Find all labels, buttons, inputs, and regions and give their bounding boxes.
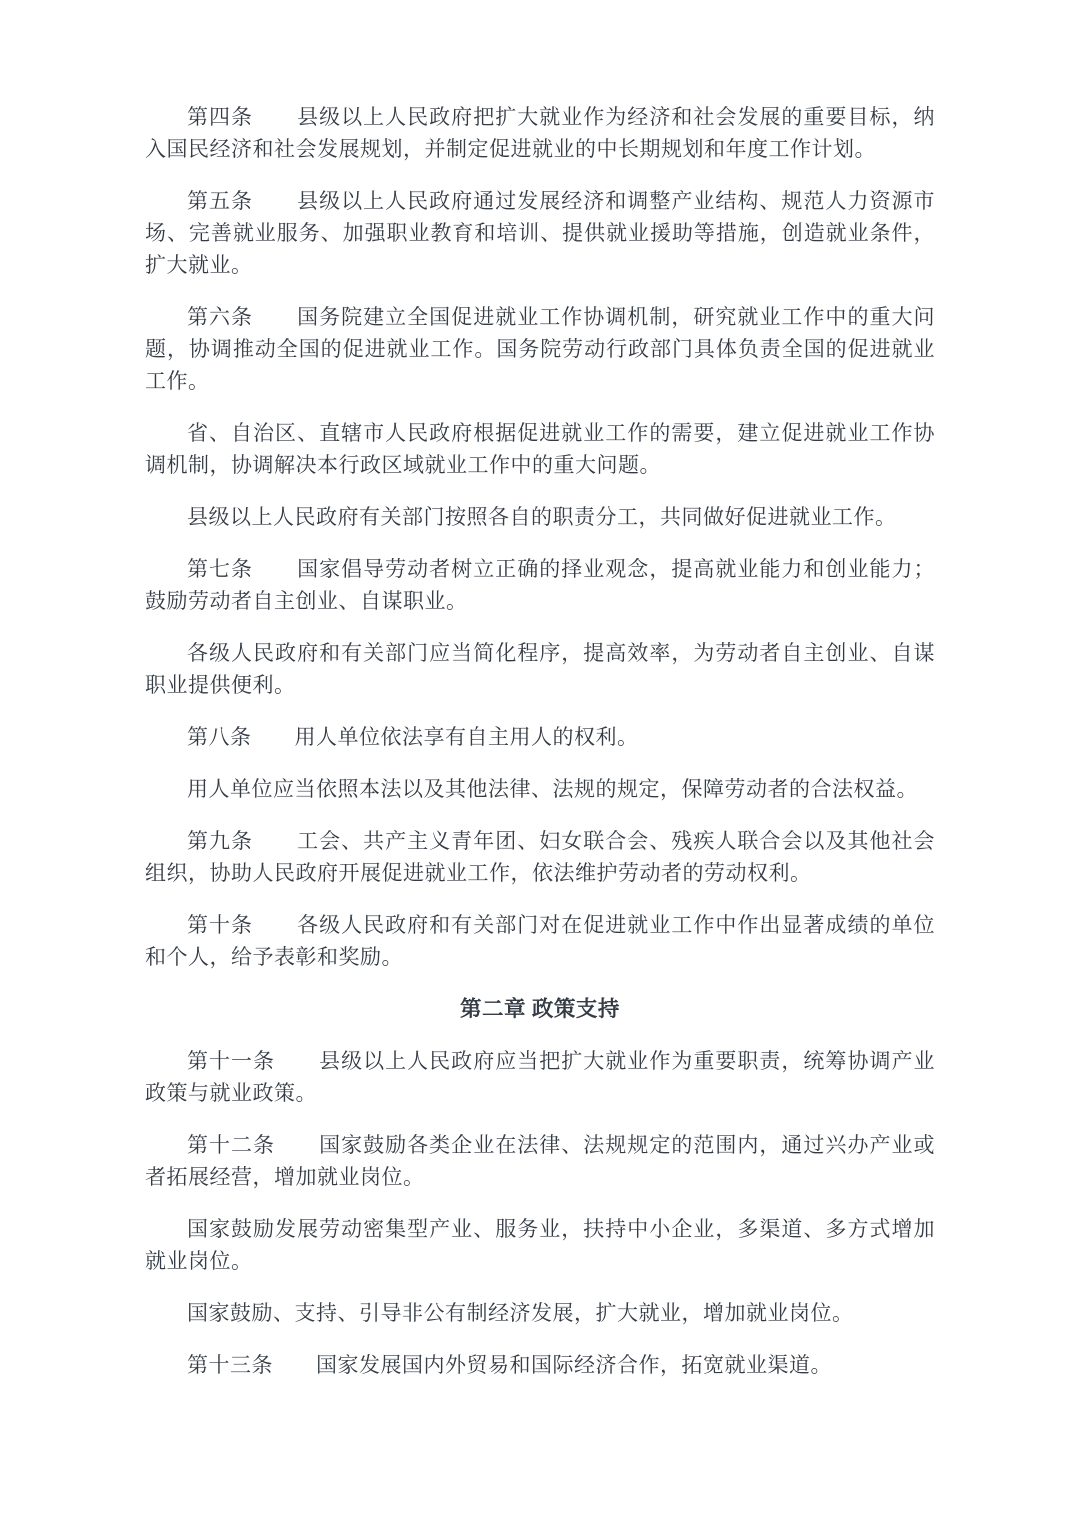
paragraph-article-12-clause-2: 国家鼓励发展劳动密集型产业、服务业，扶持中小企业，多渠道、多方式增加就业岗位。 bbox=[145, 1217, 935, 1273]
paragraph-article-11: 第十一条 县级以上人民政府应当把扩大就业作为重要职责，统筹协调产业政策与就业政策。 bbox=[145, 1049, 935, 1105]
paragraph-article-5: 第五条 县级以上人民政府通过发展经济和调整产业结构、规范人力资源市场、完善就业服务、加强职业教育和培训、提供就业援助等措施，创造就业条件，扩大就业。 bbox=[145, 189, 935, 277]
paragraph-article-12-clause-3: 国家鼓励、支持、引导非公有制经济发展，扩大就业，增加就业岗位。 bbox=[187, 1301, 854, 1325]
paragraph-article-6-clause-3: 县级以上人民政府有关部门按照各自的职责分工，共同做好促进就业工作。 bbox=[187, 505, 897, 529]
paragraph-article-8: 第八条 用人单位依法享有自主用人的权利。 bbox=[187, 725, 639, 749]
paragraph-article-7-clause-2: 各级人民政府和有关部门应当简化程序，提高效率，为劳动者自主创业、自谋职业提供便利。 bbox=[145, 641, 935, 697]
paragraph-article-13: 第十三条 国家发展国内外贸易和国际经济合作，拓宽就业渠道。 bbox=[187, 1353, 832, 1377]
paragraph-article-7: 第七条 国家倡导劳动者树立正确的择业观念，提高就业能力和创业能力；鼓励劳动者自主创业、自谋职业。 bbox=[145, 557, 935, 613]
chapter-heading: 第二章 政策支持 bbox=[460, 997, 620, 1021]
paragraph-article-12: 第十二条 国家鼓励各类企业在法律、法规规定的范围内，通过兴办产业或者拓展经营，增加就业岗位。 bbox=[145, 1133, 935, 1189]
paragraph-article-8-clause-2: 用人单位应当依照本法以及其他法律、法规的规定，保障劳动者的合法权益。 bbox=[187, 777, 918, 801]
paragraph-article-9: 第九条 工会、共产主义青年团、妇女联合会、残疾人联合会以及其他社会组织，协助人民政府开展促进就业工作，依法维护劳动者的劳动权利。 bbox=[145, 829, 935, 885]
paragraph-article-4: 第四条 县级以上人民政府把扩大就业作为经济和社会发展的重要目标，纳入国民经济和社会发展规划，并制定促进就业的中长期规划和年度工作计划。 bbox=[145, 105, 935, 161]
paragraph-article-6: 第六条 国务院建立全国促进就业工作协调机制，研究就业工作中的重大问题，协调推动全国的促进就业工作。国务院劳动行政部门具体负责全国的促进就业工作。 bbox=[145, 305, 935, 393]
paragraph-article-10: 第十条 各级人民政府和有关部门对在促进就业工作中作出显著成绩的单位和个人，给予表彰和奖励。 bbox=[145, 913, 935, 969]
paragraph-article-6-clause-2: 省、自治区、直辖市人民政府根据促进就业工作的需要，建立促进就业工作协调机制，协调解决本行政区域就业工作中的重大问题。 bbox=[145, 421, 935, 477]
